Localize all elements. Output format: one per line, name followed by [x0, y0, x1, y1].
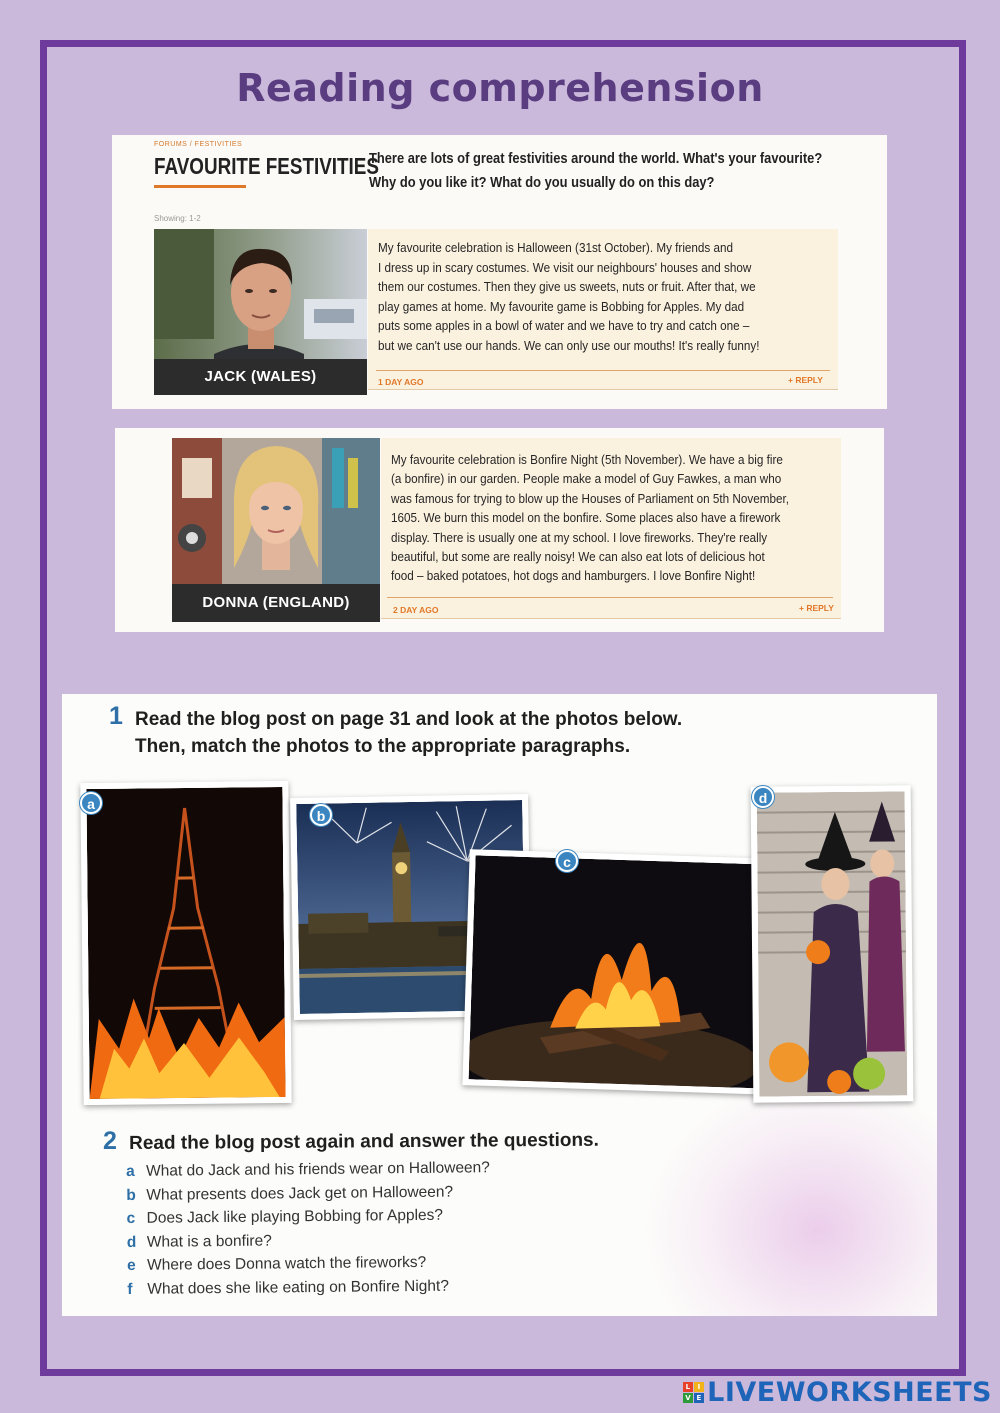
question-text: What presents does Jack get on Halloween? — [146, 1183, 454, 1204]
blog-card-donna — [115, 428, 884, 632]
post-line: was famous for trying to blow up the Houses of Parliament on 5th November, — [391, 490, 790, 506]
blog-title: FAVOURITE FESTIVITIES — [154, 153, 379, 179]
question-letter: f — [127, 1280, 133, 1298]
logo-mark-letter: L — [683, 1382, 693, 1392]
blog-question-line-1: There are lots of great festivities around the world. What's your favourite? — [369, 150, 823, 167]
question-list — [126, 1156, 491, 1301]
blog-card-jack — [112, 135, 887, 409]
author-caption: DONNA (ENGLAND) — [172, 584, 380, 622]
post-line: food – baked potatoes, hot dogs and hamburgers. I love Bonfire Night! — [391, 568, 756, 584]
exercise-1-instructions — [135, 706, 682, 760]
photo-c-label: c — [556, 850, 578, 872]
post-line: I dress up in scary costumes. We visit our neighbours' houses and show — [378, 259, 752, 275]
question-item — [127, 1274, 491, 1301]
question-letter: e — [127, 1256, 136, 1274]
question-letter: c — [126, 1209, 136, 1227]
post-divider — [387, 597, 833, 598]
post-line: beautiful, but some are really noisy! We can also eat lots of delicious hot — [391, 549, 765, 565]
halloween-kids-image — [757, 791, 908, 1096]
logo-mark-letter: I — [694, 1382, 704, 1392]
post-time: 2 DAY AGO — [393, 605, 439, 615]
exercise-2-number: 2 — [103, 1127, 117, 1155]
post-line: them our costumes. Then they give us sweets, nuts or fruit. After that, we — [378, 279, 756, 294]
photo-d — [751, 785, 914, 1102]
post-time: 1 DAY AGO — [378, 377, 424, 387]
photo-a-label: a — [80, 792, 102, 814]
reply-link[interactable]: + REPLY — [788, 375, 823, 385]
post-line: but we can't use our hands. We can only use our mouths! It's really funny! — [378, 337, 760, 353]
post-line: My favourite celebration is Bonfire Night (5th November). We have a big fire — [391, 452, 783, 467]
exercise-1-number: 1 — [109, 702, 123, 730]
title-underline — [154, 185, 246, 188]
showing-count: Showing: 1-2 — [154, 214, 201, 223]
breadcrumb: FORUMS / FESTIVITIES — [154, 141, 243, 148]
post-line: puts some apples in a bowl of water and we have to try and catch one – — [378, 318, 750, 333]
blog-question — [369, 147, 885, 195]
question-text: Where does Donna watch the fireworks? — [147, 1253, 427, 1274]
question-item — [126, 1156, 490, 1183]
question-text: Does Jack like playing Bobbing for Apples? — [146, 1206, 444, 1227]
question-letter: b — [126, 1186, 136, 1204]
post-jack-text — [378, 238, 759, 355]
post-divider — [376, 370, 830, 371]
blog-question-line-2: Why do you like it? What do you usually do on this day? — [369, 174, 715, 191]
question-text: What is a bonfire? — [146, 1231, 272, 1251]
post-line: (a bonfire) in our garden. People make a model of Guy Fawkes, a man who — [391, 471, 782, 487]
question-letter: d — [126, 1233, 137, 1251]
author-caption: JACK (WALES) — [154, 359, 367, 395]
exercise-2-heading: Read the blog post again and answer the questions. — [129, 1129, 599, 1154]
exercise-1-line-1: Read the blog post on page 31 and look at the photos below. — [135, 709, 683, 730]
logo-mark-icon — [683, 1382, 704, 1403]
post-line: 1605. We burn this model on the bonfire. Some places also have a firework — [391, 510, 781, 526]
question-letter: a — [126, 1162, 135, 1180]
logo-mark-letter: V — [683, 1393, 693, 1403]
reply-link[interactable]: + REPLY — [799, 603, 834, 613]
campfire-image — [469, 855, 774, 1088]
post-line: My favourite celebration is Halloween (31st October). My friends and — [378, 240, 734, 255]
jack-photo — [154, 229, 367, 395]
question-text: What do Jack and his friends wear on Halloween? — [146, 1159, 490, 1180]
donna-photo — [172, 438, 380, 622]
photo-d-label: d — [752, 786, 774, 808]
question-item — [126, 1203, 490, 1230]
post-line: play games at home. My favourite game is Bobbing for Apples. My dad — [378, 298, 745, 314]
page-title: Reading comprehension — [236, 66, 764, 110]
decorative-flower — [642, 1074, 937, 1316]
exercise-panel — [62, 694, 937, 1316]
photo-b-label: b — [310, 804, 332, 826]
question-text: What does she like eating on Bonfire Night? — [147, 1277, 450, 1298]
post-line: display. There is usually one at my school. I love fireworks. They're really — [391, 529, 768, 545]
bonfire-tower-image — [86, 787, 285, 1099]
logo-text: LIVEWORKSHEETS — [707, 1377, 992, 1408]
liveworksheets-logo[interactable] — [683, 1377, 992, 1408]
post-donna-text — [391, 450, 789, 586]
photo-a — [80, 781, 291, 1105]
photo-c — [462, 849, 779, 1095]
logo-mark-letter: E — [694, 1393, 704, 1403]
exercise-1-line-2: Then, match the photos to the appropriate paragraphs. — [135, 736, 631, 757]
